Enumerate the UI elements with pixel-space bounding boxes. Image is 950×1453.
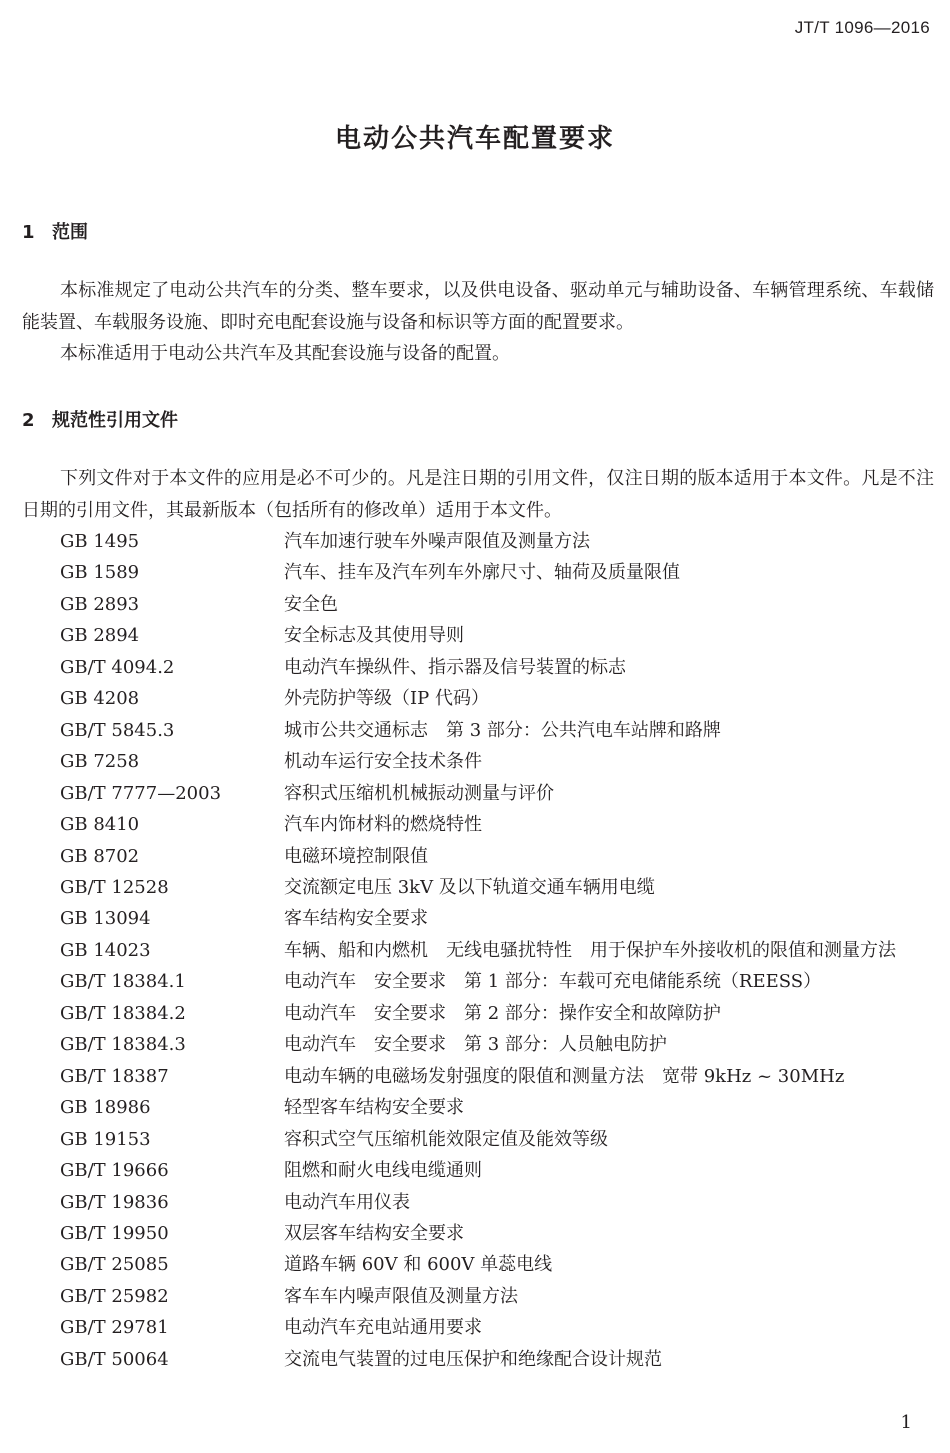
reference-title: 电动汽车 安全要求 第 3 部分：人员触电防护 bbox=[284, 1034, 667, 1056]
reference-title: 电动汽车充电站通用要求 bbox=[284, 1317, 482, 1339]
reference-row bbox=[60, 1155, 934, 1186]
reference-row bbox=[60, 683, 934, 714]
reference-row bbox=[60, 652, 934, 683]
reference-title: 电磁环境控制限值 bbox=[284, 845, 428, 867]
document-title: 电动公共汽车配置要求 bbox=[334, 124, 615, 154]
reference-code: GB 2893 bbox=[60, 593, 140, 615]
section-heading-references bbox=[22, 406, 178, 432]
reference-row bbox=[60, 1312, 934, 1343]
scope-applicability-paragraph: 本标准适用于电动公共汽车及其配套设施与设备的配置。 bbox=[60, 343, 510, 364]
reference-title: 轻型客车结构安全要求 bbox=[284, 1097, 464, 1119]
reference-title: 汽车内饰材料的燃烧特性 bbox=[284, 814, 482, 836]
section-number: 1 bbox=[22, 222, 35, 243]
reference-code: GB/T 18384.1 bbox=[60, 971, 186, 993]
reference-code: GB 19153 bbox=[60, 1128, 151, 1150]
reference-row bbox=[60, 935, 934, 966]
standard-code: JT/T 1096—2016 bbox=[794, 18, 930, 37]
reference-code: GB/T 25982 bbox=[60, 1285, 169, 1307]
reference-row bbox=[60, 1124, 934, 1155]
reference-row bbox=[60, 1061, 934, 1092]
reference-title: 客车车内噪声限值及测量方法 bbox=[284, 1285, 518, 1307]
reference-title: 安全色 bbox=[284, 593, 338, 615]
reference-row bbox=[60, 1092, 934, 1123]
reference-row bbox=[60, 526, 934, 557]
section-title: 范围 bbox=[52, 222, 88, 243]
reference-code: GB/T 19836 bbox=[60, 1191, 169, 1213]
reference-row bbox=[60, 589, 934, 620]
reference-title: 汽车、挂车及汽车列车外廓尺寸、轴荷及质量限值 bbox=[284, 562, 680, 584]
reference-title: 城市公共交通标志 第 3 部分：公共汽电车站牌和路牌 bbox=[284, 719, 721, 741]
reference-title: 交流额定电压 3kV 及以下轨道交通车辆用电缆 bbox=[284, 876, 655, 898]
reference-code: GB 13094 bbox=[60, 908, 151, 930]
reference-row bbox=[60, 903, 934, 934]
references-intro-paragraph: 下列文件对于本文件的应用是必不可少的。凡是注日期的引用文件，仅注日期的版本适用于本文件。凡是不注日期的引用文件，其最新版本（包括所有的修改单）适用于本文件。 bbox=[22, 468, 934, 521]
reference-code: GB 18986 bbox=[60, 1097, 151, 1119]
reference-code: GB 4208 bbox=[60, 688, 140, 710]
reference-row bbox=[60, 998, 934, 1029]
reference-row bbox=[60, 1218, 934, 1249]
reference-code: GB/T 12528 bbox=[60, 876, 169, 898]
reference-title: 电动汽车 安全要求 第 2 部分：操作安全和故障防护 bbox=[284, 1002, 721, 1024]
reference-code: GB 8702 bbox=[60, 845, 140, 867]
reference-title: 容积式空气压缩机能效限定值及能效等级 bbox=[284, 1128, 608, 1150]
reference-row bbox=[60, 1249, 934, 1280]
page-number: 1 bbox=[900, 1412, 912, 1433]
reference-row bbox=[60, 841, 934, 872]
reference-code: GB/T 19950 bbox=[60, 1222, 169, 1244]
reference-code: GB 1495 bbox=[60, 531, 140, 552]
reference-code: GB/T 19666 bbox=[60, 1160, 169, 1182]
reference-code: GB 8410 bbox=[60, 814, 140, 836]
reference-title: 客车结构安全要求 bbox=[284, 908, 428, 930]
reference-row bbox=[60, 872, 934, 903]
reference-code: GB/T 5845.3 bbox=[60, 719, 175, 741]
reference-title: 汽车加速行驶车外噪声限值及测量方法 bbox=[284, 531, 590, 552]
section-heading-scope bbox=[22, 218, 88, 244]
reference-title: 电动车辆的电磁场发射强度的限值和测量方法 宽带 9kHz ~ 30MHz bbox=[284, 1065, 845, 1087]
reference-code: GB/T 29781 bbox=[60, 1317, 169, 1339]
reference-code: GB 14023 bbox=[60, 939, 151, 961]
reference-title: 交流电气装置的过电压保护和绝缘配合设计规范 bbox=[284, 1348, 662, 1370]
reference-code: GB/T 7777—2003 bbox=[60, 782, 222, 804]
reference-code: GB/T 50064 bbox=[60, 1348, 169, 1370]
reference-code: GB/T 4094.2 bbox=[60, 656, 175, 678]
reference-title: 阻燃和耐火电线电缆通则 bbox=[284, 1160, 482, 1182]
scope-paragraph: 本标准规定了电动公共汽车的分类、整车要求，以及供电设备、驱动单元与辅助设备、车辆管理系统、车载储能装置、车载服务设施、即时充电配套设施与设备和标识等方面的配置要求。 bbox=[22, 280, 934, 333]
reference-code: GB/T 18384.3 bbox=[60, 1034, 186, 1056]
reference-title: 车辆、船和内燃机 无线电骚扰特性 用于保护车外接收机的限值和测量方法 bbox=[284, 939, 896, 961]
reference-row bbox=[60, 1344, 934, 1375]
reference-code: GB/T 25085 bbox=[60, 1254, 169, 1276]
reference-row bbox=[60, 1029, 934, 1060]
section-title: 规范性引用文件 bbox=[52, 410, 178, 431]
reference-row bbox=[60, 966, 934, 997]
reference-title: 机动车运行安全技术条件 bbox=[284, 751, 482, 773]
reference-row bbox=[60, 809, 934, 840]
reference-title: 容积式压缩机机械振动测量与评价 bbox=[284, 782, 554, 804]
reference-title: 安全标志及其使用导则 bbox=[284, 625, 464, 647]
reference-row bbox=[60, 1281, 934, 1312]
reference-row bbox=[60, 746, 934, 777]
reference-row bbox=[60, 1187, 934, 1218]
reference-code: GB 1589 bbox=[60, 562, 140, 584]
reference-row bbox=[60, 557, 934, 588]
reference-code: GB 2894 bbox=[60, 625, 140, 647]
reference-row bbox=[60, 620, 934, 651]
normative-reference-list bbox=[60, 526, 934, 1375]
reference-title: 双层客车结构安全要求 bbox=[284, 1222, 464, 1244]
reference-title: 外壳防护等级（IP 代码） bbox=[284, 688, 489, 710]
reference-code: GB/T 18387 bbox=[60, 1065, 169, 1087]
reference-title: 电动汽车 安全要求 第 1 部分：车载可充电储能系统（REESS） bbox=[284, 971, 822, 993]
reference-row bbox=[60, 715, 934, 746]
reference-title: 道路车辆 60V 和 600V 单蕊电线 bbox=[284, 1254, 553, 1276]
reference-title: 电动汽车用仪表 bbox=[284, 1191, 410, 1213]
section-number: 2 bbox=[22, 410, 35, 431]
reference-title: 电动汽车操纵件、指示器及信号装置的标志 bbox=[284, 656, 626, 678]
reference-row bbox=[60, 778, 934, 809]
reference-code: GB 7258 bbox=[60, 751, 140, 773]
reference-code: GB/T 18384.2 bbox=[60, 1002, 186, 1024]
